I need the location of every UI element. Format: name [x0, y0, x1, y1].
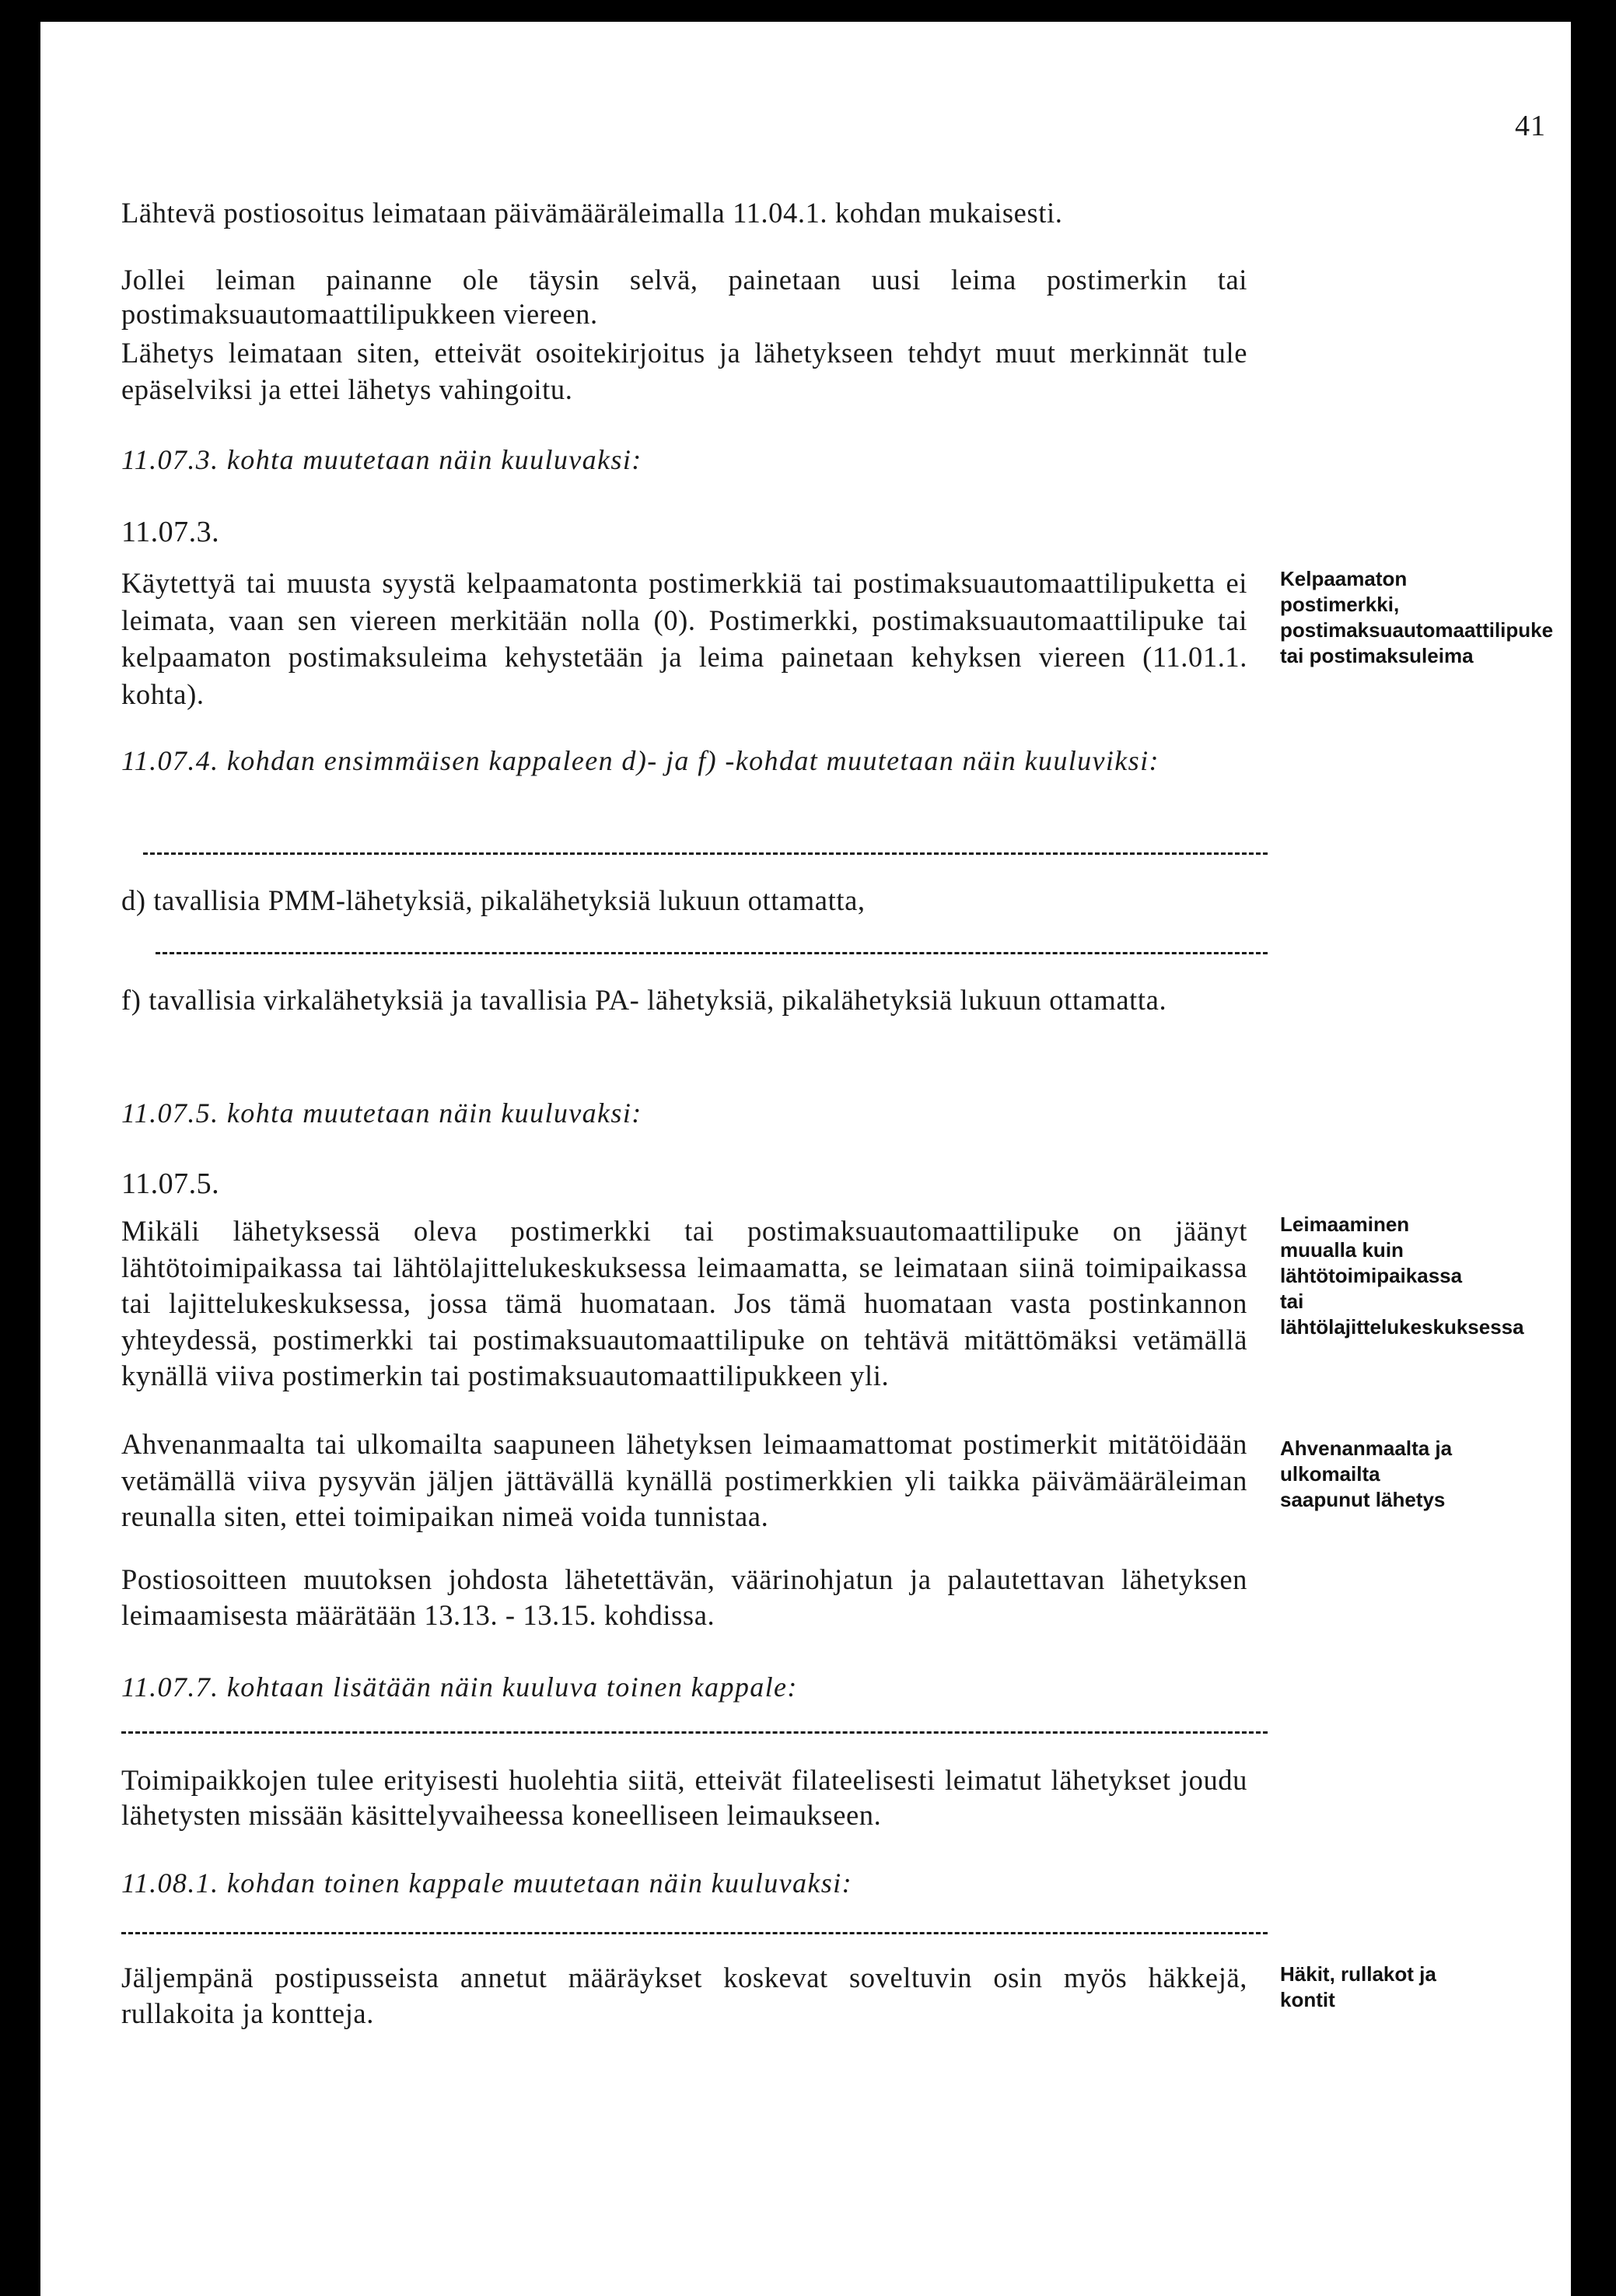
- amendment-heading-11-08-1: 11.08.1. kohdan toinen kappale muutetaan näin kuuluvaksi:: [121, 1867, 852, 1899]
- amendment-heading-11-07-3: 11.07.3. kohta muutetaan näin kuuluvaksi:: [121, 444, 642, 475]
- page-number: 41: [1515, 110, 1546, 142]
- paragraph-unclear-stamp: Jollei leiman painanne ole täysin selvä, painetaan uusi leima postimerkin tai postimaksuautomaattilipukkeen viereen.: [121, 264, 1247, 330]
- paragraph-invalid-stamp: Käytettyä tai muusta syystä kelpaamatonta postimerkkiä tai postimaksuautomaattilipuketta ei leimata, vaan sen viereen merkitään nolla (0). Postimerkki, postimaksuautomaattilipuke tai kelpaamaton postimaksuleima kehystetään ja leima painetaan kehyksen viereen (11.01.1. kohta).: [121, 567, 1247, 710]
- paragraph-philatelic-stamping: Toimipaikkojen tulee erityisesti huolehtia siitä, etteivät filateelisesti leimatut lähetykset joudu lähetysten missään käsittelyvaiheessa koneelliseen leimaukseen.: [121, 1764, 1247, 1831]
- omission-dash-line: [121, 1932, 1268, 1934]
- list-item-f: f) tavallisia virkalähetyksiä ja tavallisia PA- lähetyksiä, pikalähetyksiä lukuun ottamatta.: [121, 984, 1167, 1016]
- margin-note-cages-trolleys: Häkit, rullakot ja kontit: [1280, 1962, 1436, 2011]
- section-number-11-07-5: 11.07.5.: [121, 1167, 220, 1200]
- amendment-heading-11-07-5: 11.07.5. kohta muutetaan näin kuuluvaksi:: [121, 1097, 642, 1129]
- amendment-heading-11-07-4: 11.07.4. kohdan ensimmäisen kappaleen d)- ja f) -kohdat muutetaan näin kuuluviksi:: [121, 745, 1160, 776]
- paragraph-unstamped-postage: Mikäli lähetyksessä oleva postimerkki tai postimaksuautomaattilipuke on jäänyt lähtötoimipaikassa tai lähtölajittelukeskuksessa leimaamatta, se leimataan siinä toimipaikassa tai lajittelukeskuksessa, jossa tämä huomataan. Jos tämä huomataan vasta postinkannon yhteydessä, postimerkki tai postimaksuautomaattilipuke on tehtävä mitättömäksi vetämällä kynällä viiva postimerkin tai postimaksuautomaattilipukkeen yli.: [121, 1215, 1247, 1391]
- section-number-11-07-3: 11.07.3.: [121, 516, 220, 548]
- margin-note-aland-foreign: Ahvenanmaalta ja ulkomailta saapunut lähetys: [1280, 1437, 1453, 1511]
- omission-dash-line: [143, 852, 1268, 855]
- amendment-heading-11-07-7: 11.07.7. kohtaan lisätään näin kuuluva toinen kappale:: [121, 1671, 798, 1703]
- paragraph-outgoing-money-order: Lähtevä postiosoitus leimataan päivämääräleimalla 11.04.1. kohdan mukaisesti.: [121, 197, 1063, 229]
- paragraph-stamping-method: Lähetys leimataan siten, etteivät osoitekirjoitus ja lähetykseen tehdyt muut merkinnät tule epäselviksi ja ettei lähetys vahingoitu.: [121, 337, 1247, 405]
- document-page: [40, 22, 1571, 2296]
- omission-dash-line: [156, 952, 1268, 954]
- list-item-d: d) tavallisia PMM-lähetyksiä, pikalähetyksiä lukuun ottamatta,: [121, 884, 866, 916]
- paragraph-address-change: Postiosoitteen muutoksen johdosta lähetettävän, väärinohjatun ja palautettavan lähetyksen leimaamisesta määrätään 13.13. - 13.15. kohdissa.: [121, 1563, 1247, 1631]
- paragraph-cages-trolleys: Jäljempänä postipusseista annetut määräykset koskevat soveltuvin osin myös häkkejä, rullakoita ja kontteja.: [121, 1962, 1247, 2029]
- omission-dash-line: [121, 1731, 1268, 1734]
- margin-note-invalid-stamp: Kelpaamaton postimerkki, postimaksuautomaattilipuke tai postimaksuleima: [1280, 567, 1554, 667]
- margin-note-stamping-elsewhere: Leimaaminen muualla kuin lähtötoimipaikassa tai lähtölajittelukeskuksessa: [1280, 1213, 1524, 1339]
- paragraph-aland-foreign: Ahvenanmaalta tai ulkomailta saapuneen lähetyksen leimaamattomat postimerkit mitätöidään vetämällä viiva pysyvän jäljen jättävällä kynällä postimerkkien yli taikka päivämääräleiman reunalla siten, ettei toimipaikan nimeä voida tunnistaa.: [121, 1428, 1247, 1532]
